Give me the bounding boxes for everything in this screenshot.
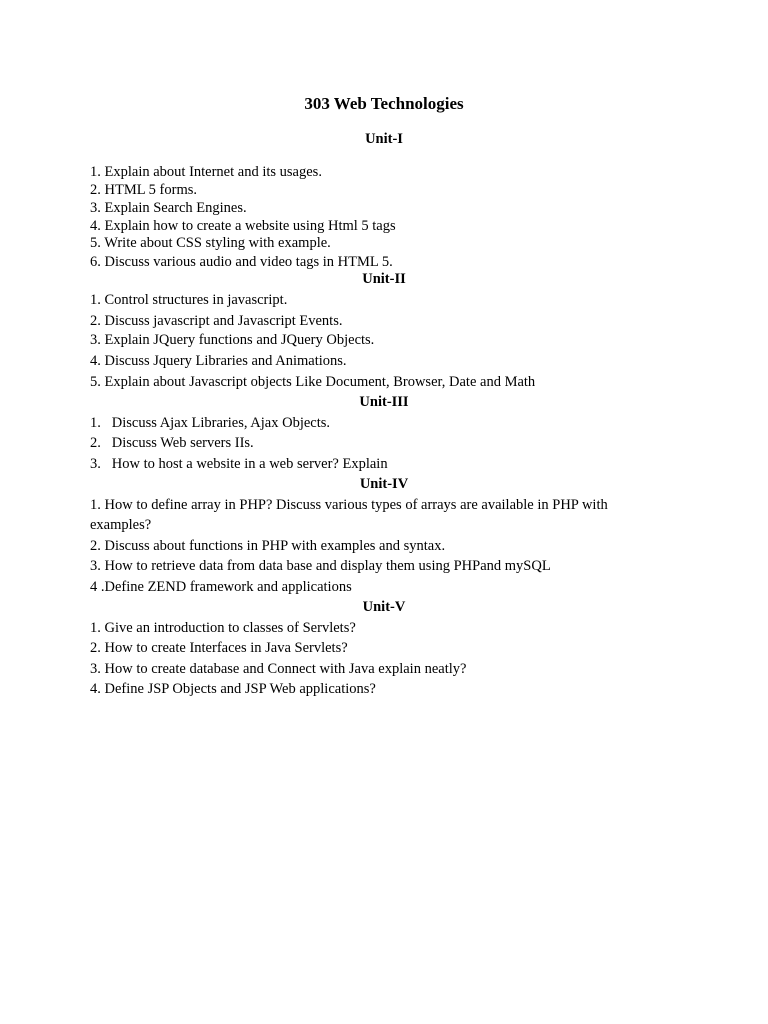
question-unit2-1: 1. Control structures in javascript.: [90, 292, 288, 308]
question-unit5-3: 3. How to create database and Connect with Java explain neatly?: [90, 661, 467, 677]
question-unit4-4: 4 .Define ZEND framework and applications: [90, 579, 352, 595]
question-unit3-2: 2. Discuss Web servers IIs.: [90, 435, 254, 451]
question-unit5-2: 2. How to create Interfaces in Java Servlets?: [90, 640, 348, 656]
question-unit1-5: 5. Write about CSS styling with example.: [90, 235, 331, 251]
question-unit5-1: 1. Give an introduction to classes of Servlets?: [90, 620, 356, 636]
question-unit3-3: 3. How to host a website in a web server? Explain: [90, 456, 388, 472]
question-unit1-1: 1. Explain about Internet and its usages.: [90, 164, 322, 180]
question-unit1-3: 3. Explain Search Engines.: [90, 200, 247, 216]
unit-heading-4: Unit-IV: [359, 476, 409, 492]
question-unit4-3: 3. How to retrieve data from data base and display them using PHPand mySQL: [90, 558, 551, 574]
unit-heading-2: Unit-II: [362, 271, 406, 287]
question-unit5-4: 4. Define JSP Objects and JSP Web applications?: [90, 681, 376, 697]
unit-heading-1: Unit-I: [365, 131, 403, 147]
unit-heading-3: Unit-III: [359, 394, 409, 410]
question-unit2-3: 3. Explain JQuery functions and JQuery Objects.: [90, 332, 375, 348]
question-unit4-2: 2. Discuss about functions in PHP with examples and syntax.: [90, 538, 446, 554]
question-unit1-4: 4. Explain how to create a website using Html 5 tags: [90, 218, 396, 234]
question-unit4-1: 1. How to define array in PHP? Discuss various types of arrays are available in PHP with examples?: [90, 497, 608, 533]
question-unit1-2: 2. HTML 5 forms.: [90, 182, 197, 198]
document-title: 303 Web Technologies: [304, 94, 464, 113]
unit-heading-5: Unit-V: [362, 599, 406, 615]
question-unit2-4: 4. Discuss Jquery Libraries and Animations.: [90, 353, 347, 369]
question-unit2-5: 5. Explain about Javascript objects Like Document, Browser, Date and Math: [90, 374, 536, 390]
question-unit1-6: 6. Discuss various audio and video tags in HTML 5.: [90, 254, 393, 270]
question-unit3-1: 1. Discuss Ajax Libraries, Ajax Objects.: [90, 415, 331, 431]
question-unit2-2: 2. Discuss javascript and Javascript Events.: [90, 313, 343, 329]
